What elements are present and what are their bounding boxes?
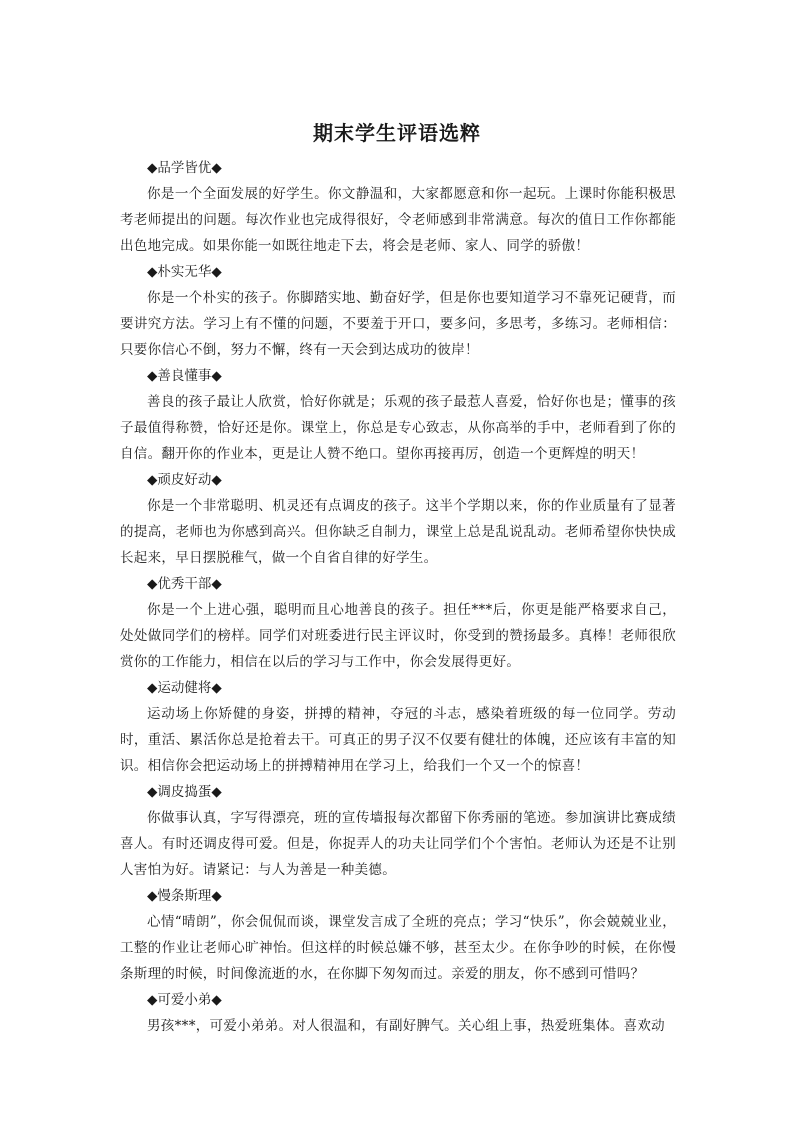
section-shanliang-dongshi xyxy=(120,363,676,467)
section-heading: ◆调皮捣蛋◆ xyxy=(147,784,222,800)
section-heading: ◆可爱小弟◆ xyxy=(147,992,222,1008)
section-heading: ◆慢条斯理◆ xyxy=(147,888,222,904)
section-keai-xiaodi xyxy=(120,987,676,1039)
section-yundong-jianjiang xyxy=(120,675,676,779)
document-body xyxy=(120,155,676,1039)
section-wanpi-haodong xyxy=(120,467,676,571)
section-mantiao-sili xyxy=(120,883,676,987)
section-pinxue-jieyou xyxy=(120,155,676,259)
section-youxiu-ganbu xyxy=(120,571,676,675)
section-heading: ◆优秀干部◆ xyxy=(147,576,222,592)
section-paragraph: 你是一个朴实的孩子。你脚踏实地、勤奋好学，但是你也要知道学习不靠死记硬背，而要讲究方法。学习上有不懂的问题，不要羞于开口，要多问，多思考，多练习。老师相信：只要你信心不倒，努力不懈，终有一天会到达成功的彼岸！ xyxy=(120,290,676,358)
section-heading: ◆品学皆优◆ xyxy=(147,160,222,176)
section-paragraph: 善良的孩子最让人欣赏，恰好你就是；乐观的孩子最惹人喜爱，恰好你也是；懂事的孩子最值得称赞，恰好还是你。课堂上，你总是专心致志，从你高举的手中，老师看到了你的自信。翻开你的作业本，更是让人赞不绝口。望你再接再厉，创造一个更辉煌的明天！ xyxy=(120,394,676,462)
section-tiaopi-daodan xyxy=(120,779,676,883)
section-paragraph: 你是一个全面发展的好学生。你文静温和，大家都愿意和你一起玩。上课时你能积极思考老师提出的问题。每次作业也完成得很好，令老师感到非常满意。每次的值日工作你都能出色地完成。如果你能一如既往地走下去，将会是老师、家人、同学的骄傲！ xyxy=(120,186,676,254)
section-pushi-wuhua xyxy=(120,259,676,363)
section-paragraph: 运动场上你矫健的身姿，拼搏的精神，夺冠的斗志，感染着班级的每一位同学。劳动时，重活、累活你总是抢着去干。可真正的男子汉不仅要有健壮的体魄，还应该有丰富的知识。相信你会把运动场上的拼搏精神用在学习上，给我们一个又一个的惊喜！ xyxy=(120,706,676,774)
section-heading: ◆善良懂事◆ xyxy=(147,368,222,384)
section-paragraph: 你是一个上进心强，聪明而且心地善良的孩子。担任***后，你更是能严格要求自己，处处做同学们的榜样。同学们对班委进行民主评议时，你受到的赞扬最多。真棒！老师很欣赏你的工作能力，相信在以后的学习与工作中，你会发展得更好。 xyxy=(120,602,676,670)
section-paragraph: 你是一个非常聪明、机灵还有点调皮的孩子。这半个学期以来，你的作业质量有了显著的提高，老师也为你感到高兴。但你缺乏自制力，课堂上总是乱说乱动。老师希望你快快成长起来，早日摆脱稚气，做一个自省自律的好学生。 xyxy=(120,498,676,566)
section-paragraph: 心情“晴朗”，你会侃侃而谈，课堂发言成了全班的亮点；学习“快乐”，你会兢兢业业，工整的作业让老师心旷神怡。但这样的时候总嫌不够，甚至太少。在你争吵的时候，在你慢条斯理的时候，时间像流逝的水，在你脚下匆匆而过。亲爱的朋友，你不感到可惜吗？ xyxy=(120,914,676,982)
document-title: 期末学生评语选粹 xyxy=(313,121,481,145)
section-heading: ◆朴实无华◆ xyxy=(147,264,222,280)
section-heading: ◆顽皮好动◆ xyxy=(147,472,222,488)
section-paragraph: 男孩***，可爱小弟弟。对人很温和，有副好脾气。关心组上事，热爱班集体。喜欢动 xyxy=(147,1018,665,1034)
section-heading: ◆运动健将◆ xyxy=(147,680,222,696)
section-paragraph: 你做事认真，字写得漂亮，班的宣传墙报每次都留下你秀丽的笔迹。参加演讲比赛成绩喜人。有时还调皮得可爱。但是，你捉弄人的功夫让同学们个个害怕。老师认为还是不让别人害怕为好。请紧记：与人为善是一种美德。 xyxy=(120,810,676,878)
